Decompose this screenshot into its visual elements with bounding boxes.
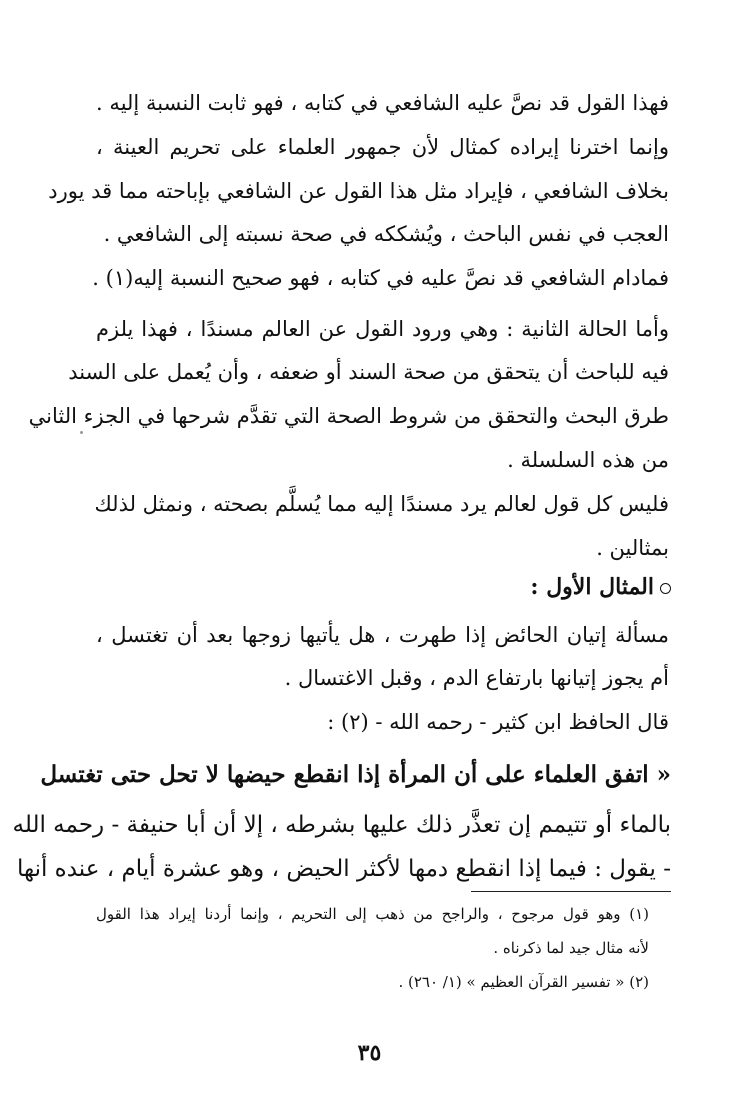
footnote-divider (471, 891, 671, 892)
text-line: بمثالين . (596, 536, 669, 560)
text-line: فهذا القول قد نصَّ عليه الشافعي في كتابه ، فهو ثابت النسبة إليه . (96, 91, 669, 115)
quote-line: بالماء أو تتيمم إن تعذَّر ذلك عليها بشرطه ، إلا أن أبا حنيفة - رحمه الله (12, 812, 671, 838)
footnote-line: (١) وهو قول مرجوح ، والراجح من ذهب إلى التحريم ، وإنما أردنا إيراد هذا القول (96, 905, 649, 923)
text-line: فيه للباحث أن يتحقق من صحة السند أو ضعفه ، وأن يُعمل على السند (68, 360, 669, 384)
text-line: مسألة إتيان الحائض إذا طهرت ، هل يأتيها زوجها بعد أن تغتسل ، (96, 623, 669, 647)
text-line: وأما الحالة الثانية : وهي ورود القول عن العالم مسندًا ، فهذا يلزم (96, 317, 669, 341)
text-line: من هذه السلسلة . (507, 448, 669, 472)
text-line: فمادام الشافعي قد نصَّ عليه في كتابه ، فهو صحيح النسبة إليه(١) . (92, 266, 669, 290)
ring-bullet-icon (660, 583, 671, 594)
margin-dot (80, 431, 83, 434)
footnote-line: (٢) « تفسير القرآن العظيم » (١/ ٢٦٠) . (398, 973, 649, 991)
page-number: ٣٥ (357, 1040, 382, 1066)
text-line: وإنما اخترنا إيراده كمثال لأن جمهور العلماء على تحريم العينة ، (96, 135, 669, 159)
text-line: أم يجوز إتيانها بارتفاع الدم ، وقبل الاغتسال . (284, 666, 669, 690)
text-line: العجب في نفس الباحث ، ويُشككه في صحة نسبته إلى الشافعي . (103, 222, 669, 246)
text-line: طرق البحث والتحقق من شروط الصحة التي تقدَّم شرحها في الجزء الثاني (28, 404, 669, 428)
quote-line: - يقول : فيما إذا انقطع دمها لأكثر الحيض ، وهو عشرة أيام ، عنده أنها (16, 856, 671, 882)
section-heading (530, 572, 671, 602)
text-line: فليس كل قول لعالم يرد مسندًا إليه مما يُسلَّم بصحته ، ونمثل لذلك (94, 492, 669, 516)
footnote-line: لأنه مثال جيد لما ذكرناه . (493, 939, 649, 957)
text-line: بخلاف الشافعي ، فإيراد مثل هذا القول عن الشافعي بإباحته مما قد يورد (48, 179, 669, 203)
text-line: قال الحافظ ابن كثير - رحمه الله - (٢) : (327, 710, 669, 734)
heading-text: المثال الأول : (530, 574, 654, 600)
quote-line: « اتفق العلماء على أن المرأة إذا انقطع حيضها لا تحل حتى تغتسل (40, 761, 671, 788)
